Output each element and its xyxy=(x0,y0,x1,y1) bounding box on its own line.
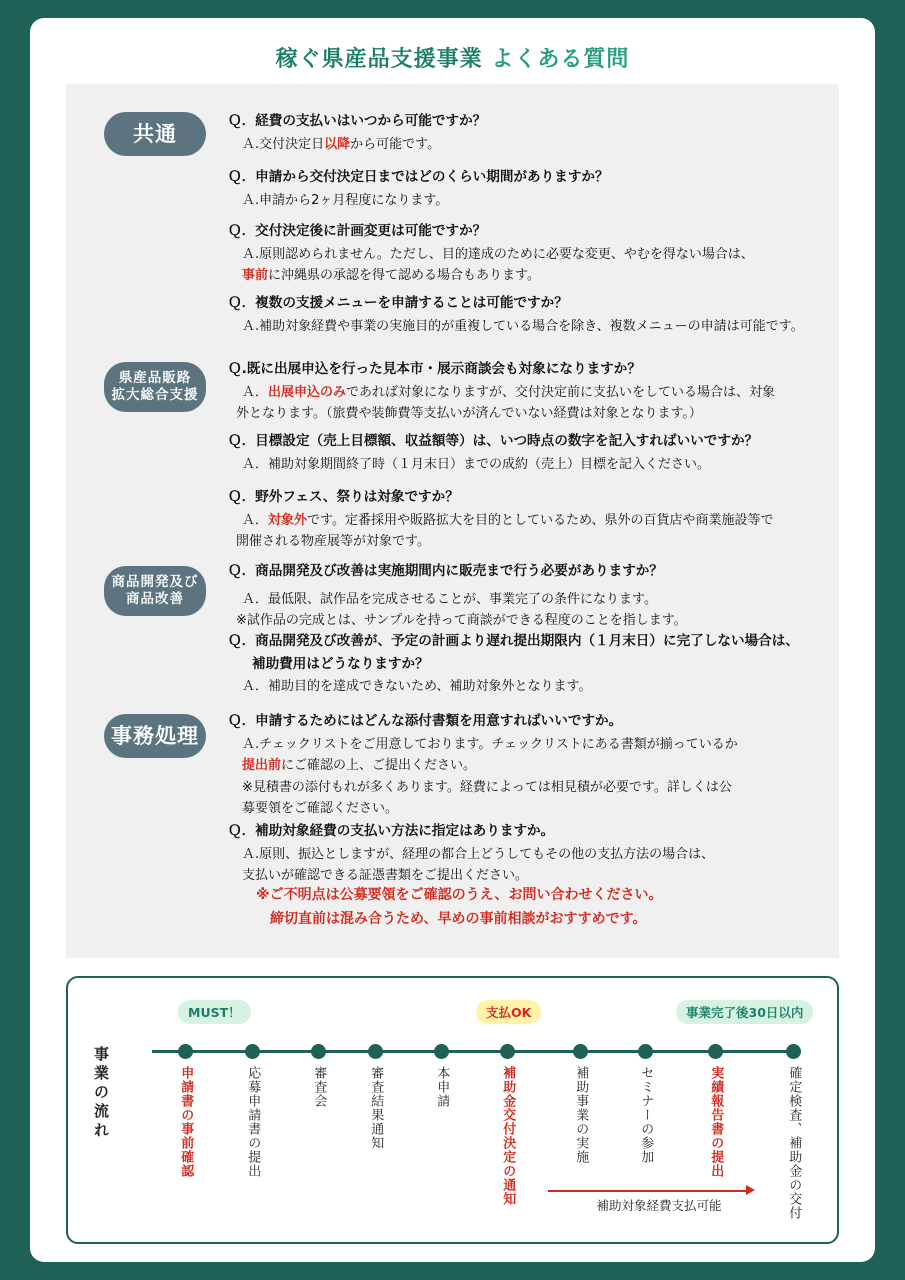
answer-text: 開催される物産展等が対象です。 xyxy=(236,534,430,550)
answer-text: Ａ．最低限、試作品を完成させることが、事業完了の条件になります。 xyxy=(242,591,657,607)
answer-emphasis: 対象外 xyxy=(268,512,308,528)
question-text: 補助費用はどうなりますか？ xyxy=(252,655,429,672)
flow-step-label-1: 申請書の事前確認 xyxy=(178,1066,194,1178)
flow-node xyxy=(786,1044,801,1059)
question-text: Ｑ．野外フェス、祭りは対象ですか？ xyxy=(228,489,459,505)
qa-item xyxy=(228,168,828,212)
flow-node xyxy=(434,1044,449,1059)
question-text: Ｑ．商品開発及び改善は実施期間内に販売まで行う必要がありますか？ xyxy=(228,563,663,579)
flow-step-label-9: 実績報告書の提出 xyxy=(708,1066,724,1178)
answer-text: 外となります。（旅費や装飾費等支払いが済んでいない経費は対象となります。） xyxy=(236,406,702,422)
answer-part: に沖縄県の承認を得て認める場合もあります。 xyxy=(268,268,540,284)
question-text: Ｑ．交付決定後に計画変更は可能ですか？ xyxy=(228,223,487,239)
answer-text xyxy=(242,266,828,286)
qa-item xyxy=(228,822,828,888)
flow-node xyxy=(311,1044,326,1059)
balloon-within-30-days: 事業完了後30日以内 xyxy=(676,1000,813,1024)
flow-node xyxy=(638,1044,653,1059)
answer-text xyxy=(242,383,828,403)
question-text: Ｑ．補助対象経費の支払い方法に指定はありますか。 xyxy=(228,823,555,839)
answer-text: ※見積書の添付もれが多くあります。経費によっては相見積が必要です。詳しくは公 xyxy=(242,779,732,795)
flow-node xyxy=(500,1044,515,1059)
answer-emphasis: 事前 xyxy=(242,268,269,284)
answer-part: Ａ． xyxy=(242,512,269,528)
answer-text: Ａ.原則認められません。ただし、目的達成のために必要な変更、やむを得ない場合は、 xyxy=(242,246,754,262)
question-text: Ｑ．申請するためにはどんな添付書類を用意すればいいですか。 xyxy=(228,713,623,729)
balloon-payment-ok: 支払OK xyxy=(476,1000,541,1024)
page-title xyxy=(30,18,875,73)
notice-line-2: 締切直前は混み合うため、早めの事前相談がおすすめです。 xyxy=(270,910,647,927)
question-text: Ｑ.既に出展申込を行った見本市・展示商談会も対象になりますか？ xyxy=(228,361,641,377)
flow-step-label-3: 審査会 xyxy=(311,1066,327,1108)
answer-text: Ａ.チェックリストをご用意しております。チェックリストにある書類が揃っているか xyxy=(242,736,738,752)
answer-text: Ａ.原則、振込としますが、経理の都合上どうしてもその他の支払方法の場合は、 xyxy=(242,846,715,862)
flow-diagram xyxy=(66,976,839,1244)
flow-step-label-2: 応募申請書の提出 xyxy=(245,1066,261,1178)
flow-node xyxy=(245,1044,260,1059)
question-text: Ｑ．申請から交付決定日まではどのくらい期間がありますか？ xyxy=(228,169,609,185)
answer-text: 支払いが確認できる証憑書類をご提出ください。 xyxy=(242,868,529,884)
page-title-main: 稼ぐ県産品支援事業 xyxy=(275,47,483,72)
qa-item xyxy=(228,432,828,476)
qa-item xyxy=(228,632,828,699)
flow-node xyxy=(178,1044,193,1059)
question-text: Ｑ．経費の支払いはいつから可能ですか？ xyxy=(228,113,487,129)
flow-step-label-8: セミナーの参加 xyxy=(638,1066,654,1164)
flow-step-label-5: 本申請 xyxy=(434,1066,450,1108)
category-badge-office: 事務処理 xyxy=(104,714,206,758)
answer-text: Ａ.補助対象経費や事業の実施目的が重複している場合を除き、複数メニューの申請は可能です。 xyxy=(242,318,804,334)
flow-step-label-6: 補助金交付決定の通知 xyxy=(500,1066,516,1206)
qa-item xyxy=(228,112,828,156)
answer-text: Ａ．補助目的を達成できないため、補助対象外となります。 xyxy=(242,679,592,695)
notice-text xyxy=(256,884,836,932)
answer-part: です。定番採用や販路拡大を目的としているため、県外の百貨店や商業施設等で xyxy=(307,512,774,528)
answer-text: Ａ.申請から2ヶ月程度になります。 xyxy=(242,192,449,208)
category-badge-product: 商品開発及び 商品改善 xyxy=(104,566,206,616)
answer-part: であれば対象になりますが、交付決定前に支払いをしている場合は、対象 xyxy=(346,384,776,400)
faq-panel xyxy=(66,84,839,958)
answer-part: から可能です。 xyxy=(350,136,441,152)
qa-item xyxy=(228,294,828,338)
flow-node xyxy=(368,1044,383,1059)
payment-range-line xyxy=(548,1190,748,1192)
flow-node xyxy=(573,1044,588,1059)
answer-emphasis: 以降 xyxy=(324,136,351,152)
payment-range-arrow-icon xyxy=(746,1185,755,1195)
payment-range-label: 補助対象経費支払可能 xyxy=(596,1198,722,1213)
answer-text: Ａ．補助対象期間終了時（１月末日）までの成約（売上）目標を記入ください。 xyxy=(242,456,711,472)
question-text: Ｑ．商品開発及び改善が、予定の計画より遅れ提出期限内（１月末日）に完了しない場合は、 xyxy=(228,633,799,649)
answer-text xyxy=(242,511,828,531)
document-page xyxy=(30,18,875,1262)
category-badge-common: 共通 xyxy=(104,112,206,156)
notice-line-1: ※ご不明点は公募要領をご確認のうえ、お問い合わせください。 xyxy=(256,887,663,903)
qa-item xyxy=(228,222,828,288)
qa-item xyxy=(228,488,828,554)
question-text: Ｑ．目標設定（売上目標額、収益額等）は、いつ時点の数字を記入すればいいですか？ xyxy=(228,433,759,449)
qa-item xyxy=(228,712,828,821)
answer-emphasis: 出展申込のみ xyxy=(268,384,347,400)
flow-step-label-4: 審査結果通知 xyxy=(368,1066,384,1150)
answer-text xyxy=(242,756,828,776)
flow-step-label-7: 補助事業の実施 xyxy=(573,1066,589,1164)
page-title-sub: よくある質問 xyxy=(491,47,630,72)
answer-part: にご確認の上、ご提出ください。 xyxy=(281,758,477,774)
category-badge-hanro: 県産品販路 拡大総合支援 xyxy=(104,362,206,412)
flow-node xyxy=(708,1044,723,1059)
answer-part: Ａ.交付決定日 xyxy=(242,136,325,152)
answer-text xyxy=(242,135,828,155)
qa-item xyxy=(228,562,828,633)
flow-title: 事業の流れ xyxy=(92,1046,110,1141)
question-text: Ｑ．複数の支援メニューを申請することは可能ですか？ xyxy=(228,295,568,311)
answer-text: 募要領をご確認ください。 xyxy=(242,801,399,817)
balloon-must: MUST！ xyxy=(178,1000,251,1024)
answer-text: ※試作品の完成とは、サンプルを持って商談ができる程度のことを指します。 xyxy=(236,613,687,629)
flow-step-label-10: 確定検査、補助金の交付 xyxy=(786,1066,802,1220)
answer-emphasis: 提出前 xyxy=(242,758,282,774)
answer-part: Ａ． xyxy=(242,384,269,400)
qa-item xyxy=(228,360,828,426)
